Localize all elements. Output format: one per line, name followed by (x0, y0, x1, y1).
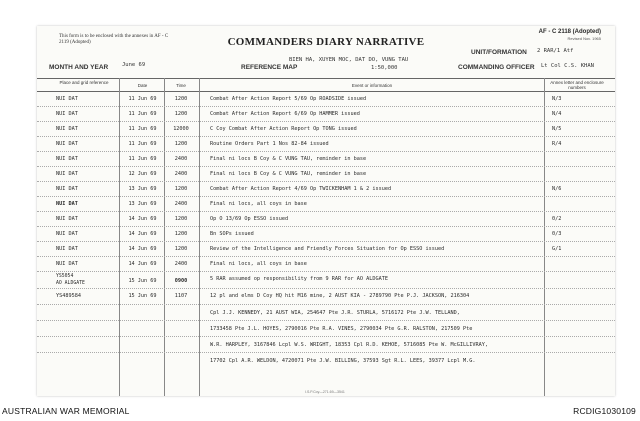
table-row (37, 122, 615, 137)
row-event: Op O 13/69 Op ESSO issued (210, 216, 289, 222)
table-row (37, 227, 615, 242)
row-time: 0900 (174, 278, 188, 284)
row-event: Final ni locs, all coys in base (210, 201, 307, 207)
row-date: 14 Jun 69 (128, 246, 157, 252)
row-time: 1200 (174, 186, 188, 192)
month-year-label: MONTH AND YEAR (49, 64, 109, 71)
row-date: 15 Jun 69 (128, 293, 157, 299)
row-time: 1200 (174, 111, 188, 117)
row-event: Final ni locs B Coy & C VUNG TAU, reminder in base (210, 156, 367, 162)
table-row (37, 137, 615, 152)
col-annex-header: Annex letter and enclosure numbers (550, 80, 604, 90)
row-time: 2400 (174, 261, 188, 267)
row-annex: 0/3 (552, 231, 562, 237)
table-row (37, 182, 615, 197)
row-time: 1200 (174, 216, 188, 222)
row-place: NUI DAT (56, 156, 78, 162)
row-place: AO ALDGATE (56, 281, 85, 286)
row-place: NUI DAT (56, 246, 78, 252)
row-annex: 0/2 (552, 216, 562, 222)
row-place: NUI DAT (56, 96, 78, 102)
row-date: 14 Jun 69 (128, 216, 157, 222)
form-code: AF - C 2118 (Adopted) (538, 29, 601, 35)
continuation-text: 1733458 Pte J.L. HOYES, 2790016 Pte R.A. VINES, 2790034 Pte G.R. RALSTON, 217509 Pte (210, 326, 473, 332)
row-place: NUI DAT (56, 111, 78, 117)
archive-name: AUSTRALIAN WAR MEMORIAL (2, 406, 130, 416)
row-date: 11 Jun 69 (128, 111, 157, 117)
row-annex: R/4 (552, 141, 562, 147)
row-place: NUI DAT (56, 141, 78, 147)
row-place: NUI DAT (56, 231, 78, 237)
row-event: Final ni locs, all coys in base (210, 261, 307, 267)
row-time: 2400 (174, 156, 188, 162)
row-time: 12000 (173, 126, 189, 132)
row-place: NUI DAT (56, 126, 78, 132)
col-time-header: Time (176, 83, 186, 88)
row-time: 2400 (174, 171, 188, 177)
row-time: 1200 (174, 231, 188, 237)
table-row (37, 212, 615, 227)
row-event: Bn SOPs issued (210, 231, 254, 237)
row-event: Final ni locs B Coy & C VUNG TAU, reminder in base (210, 171, 367, 177)
table-row (37, 92, 615, 107)
diary-sheet (37, 26, 615, 396)
unit-value: 2 RAR/1 Atf (537, 48, 574, 54)
row-place: NUI DAT (56, 216, 78, 222)
table-row (37, 272, 615, 289)
table-row (37, 167, 615, 182)
reference-map-value: BIEN HA, XUYEN MOC, DAT DO, VUNG TAU (289, 57, 409, 63)
officer-label: COMMANDING OFFICER (458, 64, 535, 71)
row-event: Combat After Action Report 5/69 Op ROADSIDE issued (210, 96, 367, 102)
row-event: Review of the Intelligence and Friendly Forces Situation for Op ESSO issued (210, 246, 445, 252)
col-date-header: Date (137, 83, 148, 88)
table-row (37, 289, 615, 305)
row-place-grid: YS5054 (56, 274, 74, 279)
table-row (37, 107, 615, 122)
officer-value: Lt Col C.S. KHAN (541, 63, 594, 69)
table-row (37, 242, 615, 257)
row-annex: N/4 (552, 111, 562, 117)
continuation-text: W.R. HARPLEY, 3167846 Lcpl W.S. WRIGHT, 18353 Cpl R.D. KEHOE, 5716085 Pte W. McGILLIVRAY, (210, 342, 488, 348)
row-annex: N/5 (552, 126, 562, 132)
continuation-text: 17702 Cpl A.R. WELDON, 4720071 Pte J.W. BILLING, 37593 Sgt R.L. LEES, 39377 Lcpl M.G. (210, 358, 476, 364)
continuation-line (37, 305, 615, 321)
row-date: 11 Jun 69 (128, 126, 157, 132)
row-date: 11 Jun 69 (128, 141, 157, 147)
continuation-line (37, 337, 615, 353)
row-date: 13 Jun 69 (128, 201, 157, 207)
row-place: NUI DAT (56, 261, 78, 267)
row-date: 11 Jun 69 (128, 156, 157, 162)
row-time: 1200 (174, 96, 188, 102)
continuation-line (37, 321, 615, 337)
row-event: C Coy Combat After Action Report Op TONG issued (210, 126, 357, 132)
row-event: Combat After Action Report 4/69 Op TWICKENHAM 1 & 2 issued (210, 186, 392, 192)
col-place-header: Place and grid reference (59, 80, 109, 85)
row-time: 1107 (174, 293, 188, 299)
row-event: Combat After Action Report 6/69 Op HAMMER issued (210, 111, 360, 117)
continuation-text: Cpl J.J. KENNEDY, 21 AUST WIA, 254647 Pte J.R. STURLA, 5716172 Pte J.W. TELLAND, (210, 310, 460, 316)
table-row (37, 197, 615, 212)
row-date: 14 Jun 69 (128, 261, 157, 267)
continuation-line (37, 353, 615, 369)
row-event: 5 RAR assumed op responsibility from 9 RAR for AO ALDGATE (210, 276, 389, 282)
row-place: NUI DAT (56, 171, 78, 177)
row-date: 13 Jun 69 (128, 186, 157, 192)
row-date: 14 Jun 69 (128, 231, 157, 237)
table-row (37, 257, 615, 272)
form-revised: Revised Nov. 1965 (567, 36, 601, 41)
row-event: 12 pl and elms D Coy HQ hit M16 mine, 2 AUST KIA - 2789790 Pte P.J. JACKSON, 216304 (210, 293, 470, 299)
table-header (37, 78, 615, 92)
col-event-header: Event or information (351, 83, 393, 88)
row-annex: G/1 (552, 246, 562, 252)
row-place: NUI DAT (56, 201, 78, 207)
row-place: YS489584 (56, 293, 81, 299)
row-time: 2400 (174, 201, 188, 207)
table-row (37, 152, 615, 167)
archive-reference: RCDIG1030109 (573, 406, 636, 416)
row-time: 1200 (174, 246, 188, 252)
row-place: NUI DAT (56, 186, 78, 192)
row-date: 11 Jun 69 (128, 96, 157, 102)
row-annex: N/3 (552, 96, 562, 102)
row-time: 1200 (174, 141, 188, 147)
printer-imprint: I.S.P.Coy—271.69—3541 (305, 390, 345, 394)
form-title: COMMANDERS DIARY NARRATIVE (227, 36, 425, 48)
unit-label: UNIT/FORMATION (471, 49, 527, 56)
form-note: This form is to be enclosed with the annexes in AF - C 2119 (Adopted) (59, 34, 169, 45)
reference-map-scale: 1:50,000 (371, 65, 398, 71)
row-annex: N/6 (552, 186, 562, 192)
row-event: Routine Orders Part 1 Nos 82-84 issued (210, 141, 329, 147)
reference-map-label: REFERENCE MAP (241, 64, 298, 71)
month-year-value: June 69 (122, 62, 146, 68)
row-date: 12 Jun 69 (128, 171, 157, 177)
row-date: 15 Jun 69 (128, 278, 157, 284)
